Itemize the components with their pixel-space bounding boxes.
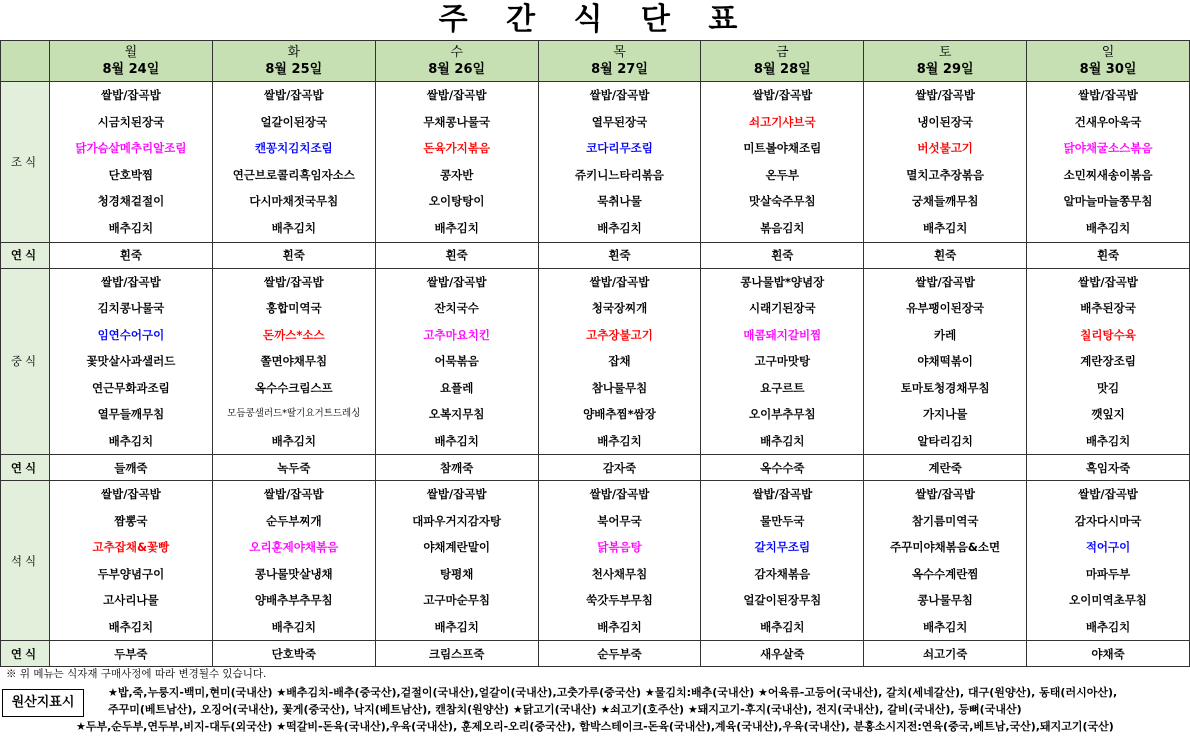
menu-item: 오이미역초무침 (1069, 593, 1147, 608)
menu-item: 어묵볶음 (434, 354, 479, 369)
menu-item: 배추김치 (271, 619, 316, 634)
snack-cell: 쇠고기죽 (864, 641, 1027, 667)
day-header (212, 41, 375, 82)
footer (0, 665, 1190, 739)
day-header (49, 41, 212, 82)
menu-item: 옥수수크림스프 (254, 380, 333, 395)
menu-item: 감자다시마국 (1074, 513, 1142, 528)
menu-item: 배추김치 (108, 433, 154, 448)
origin-line: ★밥,죽,누룽지-백미,현미(국내산) ★배추김치-배추(중국산),겉절이(국내산),얼갈이(국내산),고춧가루(중국산) ★물김치:배추(국내산) ★어육류-고등어(국내산), 갈치(세네갈산), 대구(원양산), 동태(러시아산), (108, 686, 1118, 699)
menu-item: 옥수수계란찜 (911, 566, 979, 581)
menu-item: 콩자반 (440, 167, 474, 182)
menu-item: 궁채들깨무침 (911, 194, 979, 209)
day-date: 8월 30일 (1079, 62, 1137, 77)
menu-item: 다시마채젓국무침 (249, 194, 339, 209)
breakfast-row (1, 82, 1190, 243)
menu-item: 고추장불고기 (586, 327, 653, 342)
menu-item: 돈까스*소스 (263, 327, 325, 342)
day-date: 8월 28일 (753, 62, 811, 77)
snack-cell: 두부죽 (49, 641, 212, 667)
day-date: 8월 29일 (916, 62, 974, 77)
snack-cell: 야채죽 (1027, 641, 1190, 667)
menu-item: 유부팽이된장국 (906, 301, 985, 316)
menu-item: 쌀밥/잡곡밥 (101, 274, 161, 289)
menu-item: 쌀밥/잡곡밥 (1078, 88, 1138, 102)
menu-item: 얼갈이된장국 (260, 114, 328, 129)
menu-item: 배추김치 (1085, 619, 1131, 634)
menu-item: 갈치무조림 (754, 540, 811, 555)
breakfast-cell (538, 82, 701, 243)
menu-item: 배추김치 (271, 433, 316, 448)
lunch-cell (1027, 268, 1190, 455)
menu-item: 배추김치 (1085, 433, 1131, 448)
day-date: 8월 27일 (591, 62, 648, 77)
menu-item: 깻잎지 (1091, 407, 1125, 422)
menu-item: 배추김치 (108, 220, 154, 235)
snack-pm-row (1, 455, 1190, 481)
snack-am-row (1, 242, 1190, 268)
menu-item: 매콤돼지갈비찜 (743, 327, 822, 342)
menu-item: 쌀밥/잡곡밥 (589, 88, 650, 102)
menu-item: 코다리무조림 (586, 141, 653, 156)
snack-cell: 흑임자죽 (1027, 455, 1190, 481)
menu-item: 탕평채 (440, 566, 474, 581)
menu-item: 야채계란말이 (423, 540, 490, 555)
menu-item: 참기름미역국 (911, 513, 979, 528)
meal-label-snack-pm: 연식 (1, 455, 50, 481)
menu-item: 대파우거지감자탕 (412, 513, 502, 528)
lunch-cell (212, 268, 375, 455)
day-date: 8월 24일 (102, 62, 160, 77)
menu-item: 잡채 (608, 354, 631, 369)
menu-item: 닭가슴살메추리알조림 (75, 141, 187, 156)
menu-item: 온두부 (765, 167, 799, 182)
snack-cell: 흰죽 (375, 242, 538, 268)
menu-item: 오리훈제야채볶음 (249, 540, 339, 555)
day-header (864, 41, 1027, 82)
menu-item: 배추김치 (1085, 220, 1131, 235)
page-title: 주 간 식 단 표 (438, 2, 752, 37)
lunch-row (1, 268, 1190, 455)
breakfast-cell (701, 82, 864, 243)
menu-item: 토마토청경채무침 (900, 380, 990, 395)
menu-item: 배추김치 (434, 220, 479, 235)
day-header (538, 41, 701, 82)
menu-item: 쇠고기샤브국 (748, 114, 816, 129)
snack-cell: 들깨죽 (49, 455, 212, 481)
menu-item: 천사채무침 (591, 566, 648, 581)
menu-item: 순두부찌개 (266, 513, 322, 528)
menu-item: 배추김치 (760, 433, 805, 448)
snack-cell: 흰죽 (701, 242, 864, 268)
menu-item: 배추김치 (597, 433, 642, 448)
menu-item: 두부양념구이 (97, 566, 165, 581)
menu-item: 잔치국수 (434, 301, 479, 316)
origin-info (0, 684, 1190, 735)
dinner-cell (49, 481, 212, 641)
menu-item: 청경채겉절이 (97, 194, 165, 209)
menu-item: 참나물무침 (591, 380, 648, 395)
day-name: 화 (287, 45, 301, 60)
menu-item: 닭야채굴소스볶음 (1063, 141, 1153, 156)
snack-cell: 흰죽 (538, 242, 701, 268)
menu-item: 고추잡채&꽃빵 (92, 540, 170, 555)
menu-item: 미트볼야채조림 (743, 141, 822, 156)
menu-item: 꽃맛살사과샐러드 (86, 354, 176, 369)
menu-item: 볶음김치 (760, 220, 805, 235)
snack-cell: 흰죽 (49, 242, 212, 268)
dinner-cell (1027, 481, 1190, 641)
menu-item: 오복지무침 (428, 407, 485, 422)
lunch-cell (49, 268, 212, 455)
menu-item: 쌀밥/잡곡밥 (263, 274, 324, 289)
day-header (701, 41, 864, 82)
menu-item: 배추김치 (922, 619, 968, 634)
origin-line: ★두부,순두부,연두부,비지-대두(외국산) ★떡갈비-돈육(국내산),우육(국내산), 훈제오리-오리(중국산), 함박스테이크-돈육(국내산),계육(국내산),우육(국내산), 분홍소시지전:연육(중국,베트남,국산),돼지고기(국산) (76, 720, 1114, 733)
day-header (1027, 41, 1190, 82)
lunch-cell (864, 268, 1027, 455)
menu-table (0, 40, 1190, 667)
menu-item: 모듬콩샐러드*딸기요거트드레싱 (227, 408, 361, 420)
day-header (375, 41, 538, 82)
menu-item: 돈육가지볶음 (423, 141, 490, 156)
menu-item: 감자채볶음 (754, 566, 811, 581)
menu-item: 배추김치 (271, 220, 316, 235)
lunch-cell (375, 268, 538, 455)
dinner-cell (212, 481, 375, 641)
menu-item: 쌀밥/잡곡밥 (752, 88, 813, 102)
menu-item: 고사리나물 (103, 593, 159, 608)
menu-item: 소민찌새송이볶음 (1063, 167, 1153, 182)
snack-cell: 흰죽 (212, 242, 375, 268)
menu-item: 고구마순무침 (423, 593, 490, 608)
dinner-cell (538, 481, 701, 641)
menu-item: 야채떡볶이 (917, 354, 973, 369)
meal-label-dinner: 석식 (1, 481, 50, 641)
menu-item: 쌀밥/잡곡밥 (101, 487, 161, 502)
day-name: 월 (124, 45, 138, 60)
menu-item: 쌀밥/잡곡밥 (915, 88, 976, 102)
menu-item: 쌀밥/잡곡밥 (426, 274, 487, 289)
menu-item: 북어무국 (597, 513, 642, 528)
menu-item: 고구마맛탕 (754, 354, 811, 369)
snack-cell: 흰죽 (864, 242, 1027, 268)
menu-item: 열무된장국 (591, 114, 648, 129)
origin-line: 주꾸미(베트남산), 오징어(국내산), 꽃게(중국산), 낙지(베트남산), 캔참치(원양산) ★닭고기(국내산) ★쇠고기(호주산) ★돼지고기-후지(국내산), 전지(국내산), 갈비(국내산), 등뼈(국내산) (108, 703, 1022, 716)
menu-item: 냉이된장국 (917, 114, 973, 129)
corner-cell (1, 41, 50, 82)
menu-item: 쌀밥/잡곡밥 (1078, 487, 1138, 502)
menu-item: 배추김치 (434, 433, 479, 448)
dinner-cell (375, 481, 538, 641)
menu-item: 쌀밥/잡곡밥 (426, 88, 487, 102)
menu-item: 쫄면야채무침 (260, 354, 328, 369)
menu-item: 쌀밥/잡곡밥 (589, 274, 650, 289)
lunch-cell (538, 268, 701, 455)
menu-item: 쌀밥/잡곡밥 (263, 88, 324, 102)
menu-item: 짬뽕국 (114, 513, 148, 528)
menu-item: 쌀밥/잡곡밥 (101, 88, 161, 102)
breakfast-cell (1027, 82, 1190, 243)
day-name: 수 (450, 45, 463, 60)
day-name: 목 (613, 45, 626, 60)
menu-item: 가지나물 (922, 407, 968, 422)
menu-item: 맛김 (1096, 380, 1120, 395)
day-name: 금 (776, 45, 789, 60)
menu-item: 쌀밥/잡곡밥 (752, 487, 813, 502)
menu-item: 배추된장국 (1080, 301, 1136, 316)
snack-cell: 감자죽 (538, 455, 701, 481)
dinner-row (1, 481, 1190, 641)
snack-cell: 크림스프죽 (375, 641, 538, 667)
breakfast-cell (49, 82, 212, 243)
meal-label-snack-am: 연식 (1, 242, 50, 268)
breakfast-cell (212, 82, 375, 243)
menu-item: 계란장조림 (1080, 354, 1136, 369)
menu-item: 멸치고추장볶음 (906, 167, 985, 182)
meal-label-breakfast: 조식 (1, 82, 50, 243)
menu-item: 주꾸미야채볶음&소면 (890, 540, 1001, 555)
dinner-cell (864, 481, 1027, 641)
menu-item: 청국장찌개 (591, 301, 648, 316)
meal-label-snack-night: 연식 (1, 641, 50, 667)
menu-item: 김치콩나물국 (97, 301, 165, 316)
menu-item: 얼갈이된장무침 (743, 593, 822, 608)
snack-cell: 참깨죽 (375, 455, 538, 481)
menu-item: 임연수어구이 (97, 327, 165, 342)
menu-item: 쥬키니느타리볶음 (575, 167, 664, 182)
snack-cell: 단호박죽 (212, 641, 375, 667)
menu-item: 쌀밥/잡곡밥 (589, 487, 650, 502)
breakfast-cell (864, 82, 1027, 243)
snack-cell: 새우살죽 (701, 641, 864, 667)
meal-label-lunch: 중식 (1, 268, 50, 455)
lunch-cell (701, 268, 864, 455)
day-date: 8월 25일 (265, 62, 323, 77)
day-date: 8월 26일 (428, 62, 486, 77)
menu-item: 버섯불고기 (917, 141, 973, 156)
menu-item: 양배추부추무침 (254, 593, 333, 608)
menu-item: 콩나물밥*양념장 (740, 274, 825, 289)
breakfast-cell (375, 82, 538, 243)
menu-item: 무채콩나물국 (423, 114, 490, 129)
snack-cell: 녹두죽 (212, 455, 375, 481)
origin-label: 원산지표시 (2, 689, 84, 717)
menu-item: 콩나물무침 (917, 593, 973, 608)
menu-item: 배추김치 (597, 220, 642, 235)
menu-item: 연근브로콜리흑임자소스 (232, 167, 355, 182)
menu-item: 캔꽁치김치조림 (254, 141, 333, 156)
menu-item: 건새우아욱국 (1074, 114, 1142, 129)
menu-item: 쌀밥/잡곡밥 (915, 487, 976, 502)
menu-item: 카레 (934, 327, 957, 342)
menu-item: 열무들깨무침 (97, 407, 165, 422)
menu-item: 오이부추무침 (748, 407, 816, 422)
menu-item: 요플레 (440, 380, 474, 395)
menu-item: 쌀밥/잡곡밥 (263, 487, 324, 502)
menu-item: 배추김치 (597, 619, 642, 634)
snack-night-row (1, 641, 1190, 667)
dinner-cell (701, 481, 864, 641)
menu-item: 쌀밥/잡곡밥 (915, 274, 976, 289)
day-header-row (1, 41, 1190, 82)
menu-item: 알타리김치 (917, 433, 973, 448)
menu-item: 배추김치 (108, 619, 154, 634)
snack-cell: 계란죽 (864, 455, 1027, 481)
menu-item: 요구르트 (760, 380, 805, 395)
menu-item: 쑥갓두부무침 (586, 593, 653, 608)
snack-cell: 흰죽 (1027, 242, 1190, 268)
menu-item: 홍합미역국 (266, 301, 322, 316)
snack-cell: 옥수수죽 (701, 455, 864, 481)
day-name: 일 (1101, 45, 1115, 60)
snack-cell: 순두부죽 (538, 641, 701, 667)
menu-item: 시금치된장국 (97, 114, 165, 129)
menu-item: 오이탕탕이 (428, 194, 485, 209)
menu-item: 알마늘마늘쫑무침 (1063, 194, 1153, 209)
menu-item: 배추김치 (760, 619, 805, 634)
menu-item: 적어구이 (1085, 540, 1131, 555)
menu-item: 칠리탕수육 (1080, 327, 1136, 342)
menu-item: 연근무화과조림 (92, 380, 170, 395)
menu-item: 쌀밥/잡곡밥 (1078, 274, 1138, 289)
menu-item: 마파두부 (1085, 566, 1131, 581)
menu-item: 고추마요치킨 (423, 327, 490, 342)
menu-item: 물만두국 (760, 513, 805, 528)
menu-item: 양배추찜*쌈장 (583, 407, 656, 422)
menu-item: 시래기된장국 (748, 301, 816, 316)
menu-item: 쌀밥/잡곡밥 (426, 487, 487, 502)
day-name: 토 (938, 45, 952, 60)
menu-item: 배추김치 (922, 220, 968, 235)
menu-item: 콩나물맛살냉채 (254, 566, 333, 581)
menu-item: 맛살숙주무침 (748, 194, 816, 209)
menu-item: 닭볶음탕 (597, 540, 642, 555)
menu-item: 단호박찜 (108, 167, 154, 182)
change-notice: ※ 위 메뉴는 식자재 구매사정에 따라 변경될수 있습니다. (6, 668, 267, 680)
menu-item: 배추김치 (434, 619, 479, 634)
menu-item: 묵취나물 (597, 194, 642, 209)
